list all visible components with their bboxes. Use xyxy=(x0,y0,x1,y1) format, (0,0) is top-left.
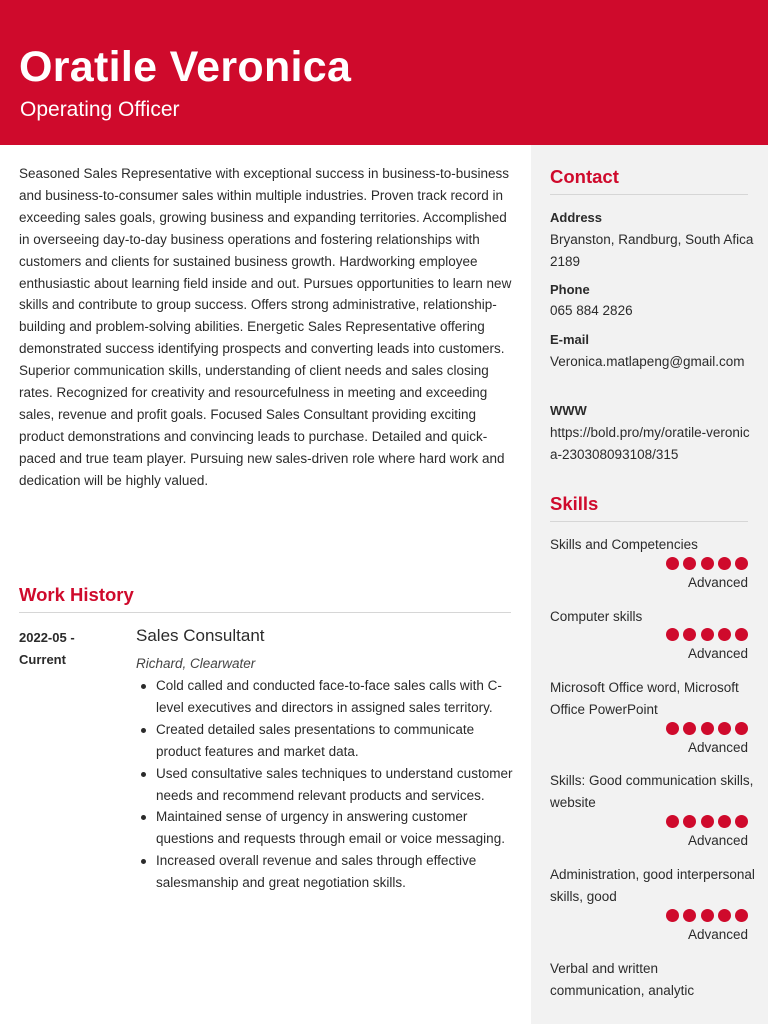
candidate-name: Oratile Veronica xyxy=(19,43,352,91)
rating-dot xyxy=(701,628,714,641)
rating-dot xyxy=(683,557,696,570)
rating-dot xyxy=(735,628,748,641)
list-item: Maintained sense of urgency in answering customer questions and requests through email or voice messaging. xyxy=(136,806,516,850)
job-date: 2022-05 - Current xyxy=(19,630,75,667)
list-item: Cold called and conducted face-to-face sales calls with C-level executives and directors in assigned sales territory. xyxy=(136,675,516,719)
rating-dot xyxy=(666,628,679,641)
resume-header xyxy=(0,0,768,145)
contact-title: Contact xyxy=(550,166,619,187)
skill-name: Administration, good interpersonal skills, good xyxy=(550,867,755,904)
list-item: Increased overall revenue and sales through effective salesmanship and great negotiation skills. xyxy=(136,850,516,894)
rating-dot xyxy=(683,909,696,922)
skill-name: Skills: Good communication skills, website xyxy=(550,773,754,810)
skill-name: Microsoft Office word, Microsoft Office PowerPoint xyxy=(550,680,739,717)
list-item: Created detailed sales presentations to communicate product features and market data. xyxy=(136,719,516,763)
skill-rating xyxy=(666,815,748,829)
skill-rating xyxy=(666,628,748,642)
rating-dot xyxy=(735,815,748,828)
skill-level: Advanced xyxy=(687,575,748,590)
rating-dot xyxy=(718,628,731,641)
rating-dot xyxy=(701,815,714,828)
rating-dot xyxy=(666,722,679,735)
professional-summary xyxy=(19,163,513,492)
skill-name: Skills and Competencies xyxy=(550,537,698,552)
skill-level: Advanced xyxy=(687,833,748,848)
contact-value-address: Bryanston, Randburg, South Afica 2189 xyxy=(550,232,754,269)
skill-rating xyxy=(666,722,748,736)
rating-dot xyxy=(701,722,714,735)
job-bullets xyxy=(136,675,516,894)
contact-label-email: E-mail xyxy=(550,332,590,347)
rating-dot xyxy=(735,722,748,735)
contact-value-phone: 065 884 2826 xyxy=(550,303,633,318)
contact-value-email[interactable]: Veronica.matlapeng@gmail.com xyxy=(550,354,745,369)
skill-rating xyxy=(666,909,748,923)
work-history-divider xyxy=(19,612,511,613)
rating-dot xyxy=(701,909,714,922)
contact-divider xyxy=(550,194,748,195)
rating-dot xyxy=(666,557,679,570)
rating-dot xyxy=(718,815,731,828)
work-history-title: Work History xyxy=(19,584,134,605)
skill-name: Verbal and written communication, analytic xyxy=(550,961,695,998)
skills-divider xyxy=(550,521,748,522)
contact-value-www[interactable]: https://bold.pro/my/oratile-veronica-230308093108/315 xyxy=(550,425,750,462)
skill-name: Computer skills xyxy=(550,609,643,624)
rating-dot xyxy=(683,628,696,641)
rating-dot xyxy=(718,557,731,570)
rating-dot xyxy=(735,909,748,922)
contact-label-www: WWW xyxy=(550,403,587,418)
summary-text: Seasoned Sales Representative with exceptional success in business-to-business and business-to-consumer sales within multiple industries. Proven track record in exceeding sales goals, growing business and expanding territories. Accomplished in overseeing day-to-day business operations and fostering relationships with customers and clients for sustained business growth. Hardworking employee enthusiastic about learning field inside and out. Pursues opportunities to learn new skills and contribute to group success. Offers strong administrative, relationship-building and problem-solving abilities. Energetic Sales Representative offering demonstrated success identifying prospects and converting leads into customers. Superior communication skills, understanding of client needs and sales closing rates. Recognized for creativity and resourcefulness in meeting and exceeding sales, revenue and profit goals. Focused Sales Consultant providing exciting product demonstrations and convincing leads to purchase. Detailed and quick-paced and true team player. Pursuing new sales-driven role where hard work and dedication will be highly valued. xyxy=(19,166,512,488)
contact-label-phone: Phone xyxy=(550,282,590,297)
rating-dot xyxy=(718,909,731,922)
rating-dot xyxy=(683,815,696,828)
skills-title: Skills xyxy=(550,493,599,514)
skill-level: Advanced xyxy=(687,646,748,661)
skill-rating xyxy=(666,557,748,571)
skill-level: Advanced xyxy=(687,927,748,942)
job-company: Richard, Clearwater xyxy=(136,656,256,671)
contact-label-address: Address xyxy=(550,210,603,225)
rating-dot xyxy=(666,909,679,922)
rating-dot xyxy=(735,557,748,570)
rating-dot xyxy=(718,722,731,735)
rating-dot xyxy=(666,815,679,828)
job-title: Sales Consultant xyxy=(136,626,265,645)
candidate-role: Operating Officer xyxy=(20,98,180,121)
skill-level: Advanced xyxy=(687,740,748,755)
rating-dot xyxy=(683,722,696,735)
rating-dot xyxy=(701,557,714,570)
list-item: Used consultative sales techniques to understand customer needs and recommend relevant products and services. xyxy=(136,763,516,807)
